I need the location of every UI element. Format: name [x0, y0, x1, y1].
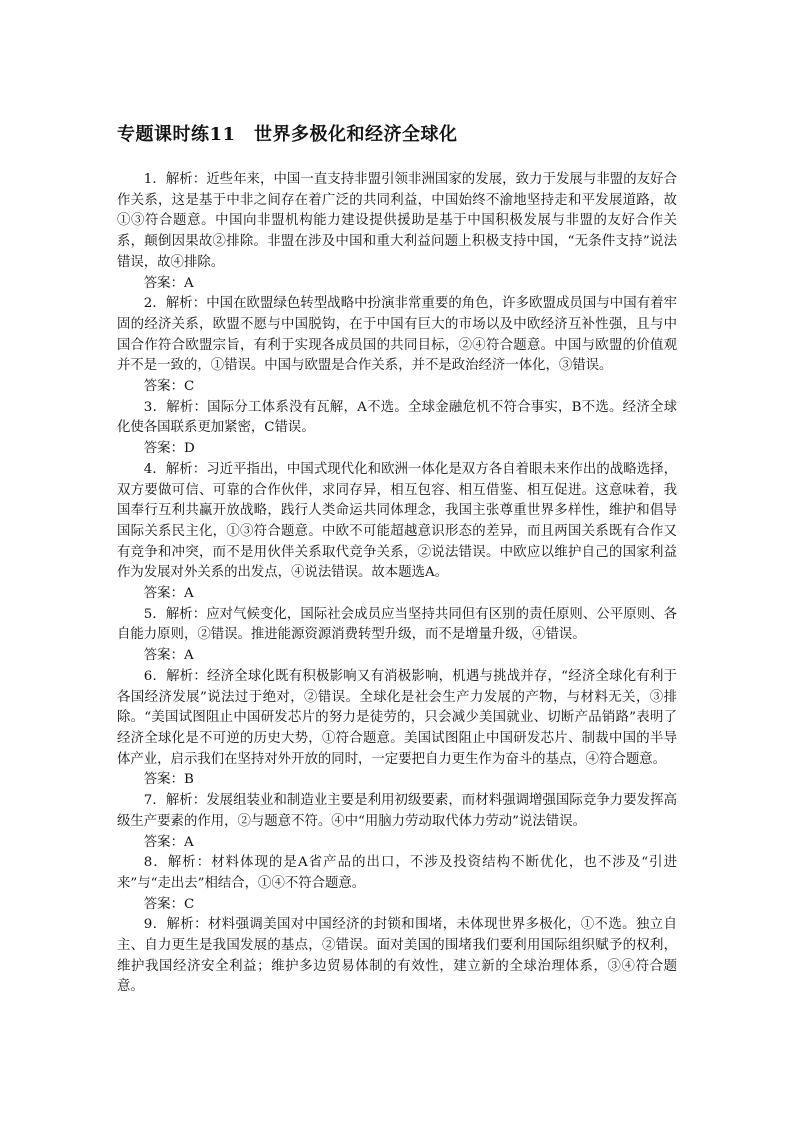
item-5-answer: 答案：A [143, 648, 194, 664]
item-9-analysis: 9．解析：材料强调美国对中国经济的封锁和围堵，未体现世界多极化，①不选。独立自主、自力更生是我国发展的基点，②错误。面对美国的围堵我们要利用国际组织赋予的权利，维护我国经济安全利益；维护多边贸易体制的有效性，建立新的全球治理体系，③④符合题意。 [117, 917, 677, 995]
item-4-answer: 答案：A [143, 586, 194, 602]
item-7-answer: 答案：A [143, 834, 194, 850]
item-8-answer: 答案：C [143, 896, 195, 912]
item-8-analysis: 8．解析：材料体现的是A省产品的出口，不涉及投资结构不断优化，也不涉及“引进来”与“走出去”相结合，①④不符合题意。 [117, 855, 677, 891]
item-4-analysis: 4．解析：习近平指出，中国式现代化和欧洲一体化是双方各自着眼未来作出的战略选择，双方要做可信、可靠的合作伙伴，求同存异，相互包容、相互借鉴、相互促进。这意味着，我国奉行互利共赢开放战略，践行人类命运共同体理念，我国主张尊重世界多样性，维护和倡导国际关系民主化，①③符合题意。中欧不可能超越意识形态的差异，而且两国关系既有合作又有竞争和冲突，而不是用伙伴关系取代竞争关系，②说法错误。中欧应以维护自己的国家利益作为发展对外关系的出发点，④说法错误。故本题选A。 [117, 461, 677, 581]
item-6-analysis: 6．解析：经济全球化既有积极影响又有消极影响，机遇与挑战并存，“经济全球化有利于各国经济发展”说法过于绝对，②错误。全球化是社会生产力发展的产物，与材料无关，③排除。“美国试图阻止中国研发芯片的努力是徒劳的，只会减少美国就业、切断产品销路”表明了经济全球化是不可逆的历史大势，①符合题意。美国试图阻止中国研发芯片、制裁中国的半导体产业，启示我们在坚持对外开放的同时，一定要把自力更生作为奋斗的基点，④符合题意。 [117, 668, 677, 767]
item-2-analysis: 2．解析：中国在欧盟绿色转型战略中扮演非常重要的角色，许多欧盟成员国与中国有着牢固的经济关系，欧盟不愿与中国脱钩，在于中国有巨大的市场以及中欧经济互补性强，且与中国合作符合欧盟宗旨，有利于实现各成员国的共同目标，②④符合题意。中国与欧盟的价值观并不是一致的，①错误。中国与欧盟是合作关系，并不是政治经济一体化，③错误。 [117, 296, 677, 374]
item-1-analysis: 1．解析：近些年来，中国一直支持非盟引领非洲国家的发展，致力于发展与非盟的友好合作关系，这是基于中非之间存在着广泛的共同利益，中国始终不渝地坚持走和平发展道路，故①③符合题意。中国向非盟机构能力建设提供援助是基于中国积极发展与非盟的友好合作关系，颠倒因果故②排除。非盟在涉及中国和重大利益问题上积极支持中国，“无条件支持”说法错误，故④排除。 [117, 172, 677, 270]
item-7-analysis: 7．解析：发展组装业和制造业主要是利用初级要素，而材料强调增强国际竞争力要发挥高级生产要素的作用，②与题意不符。④中“用脑力劳动取代体力劳动”说法错误。 [117, 793, 677, 829]
item-3-answer: 答案：D [143, 441, 195, 457]
page-title: 专题课时练11 世界多极化和经济全球化 [117, 124, 458, 145]
answer-explanations [117, 170, 677, 998]
item-1-answer: 答案：A [143, 275, 194, 291]
item-6-answer: 答案：B [143, 772, 194, 788]
item-3-analysis: 3．解析：国际分工体系没有瓦解，A不选。全球金融危机不符合事实，B不选。经济全球化使各国联系更加紧密，C错误。 [117, 399, 677, 436]
item-5-analysis: 5．解析：应对气候变化，国际社会成员应当坚持共同但有区别的责任原则、公平原则、各自能力原则，②错误。推进能源资源消费转型升级，而不是增量升级，④错误。 [117, 606, 677, 643]
item-2-answer: 答案：C [143, 379, 195, 395]
